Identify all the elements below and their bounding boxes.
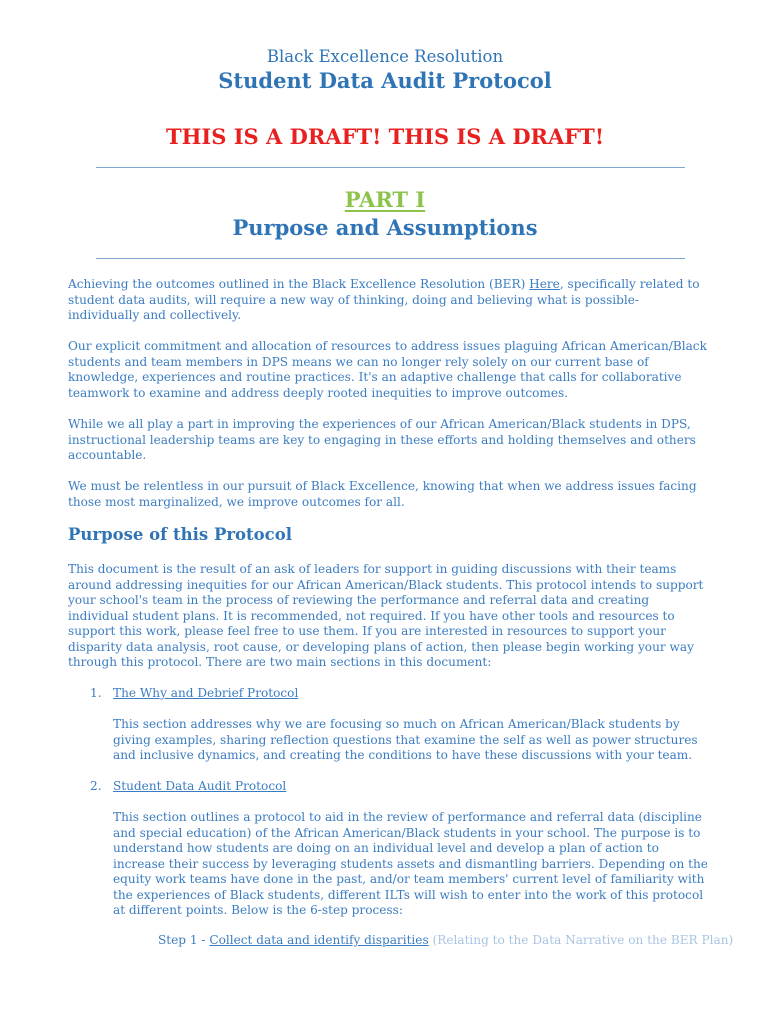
- step-1-note: (Relating to the Data Narrative on the BER Plan): [428, 933, 734, 947]
- draft-notice: THIS IS A DRAFT! THIS IS A DRAFT!: [165, 124, 605, 149]
- list-item-number-2: 2.: [90, 779, 102, 793]
- intro-paragraph-3: While we all play a part in improving the experiences of our African American/Black students in DPS, instructional leadership teams are key to engaging in these efforts and holding themselves and others accountable.: [68, 417, 696, 462]
- intro-paragraph-4: We must be relentless in our pursuit of Black Excellence, knowing that when we address issues facing those most marginalized, we improve outcomes for all.: [68, 479, 697, 509]
- step-1-prefix: Step 1 -: [158, 933, 210, 947]
- document-subtitle: Black Excellence Resolution: [266, 47, 504, 66]
- ber-here-link[interactable]: Here: [529, 277, 560, 291]
- divider-bottom: [96, 258, 685, 259]
- list-item-number-1: 1.: [90, 686, 102, 700]
- part-label: PART I: [344, 187, 426, 212]
- divider-top: [96, 167, 685, 168]
- intro-p1-after: , specifically related to student data audits, will require a new way of thinking, doing and believing what is possible- individually and collectively.: [68, 277, 700, 322]
- document-title: Student Data Audit Protocol: [218, 68, 552, 93]
- list-item-description-2: This section outlines a protocol to aid in the review of performance and referral data (discipline and special education) of the African American/Black students in your school. The purpose is to understand how students are doing on an individual level and develop a plan of action to increase their success by leveraging students assets and dismantling barriers. Depending on the equity work teams have done in the past, and/or team members' current level of familiarity with the experiences of Black students, different ILTs will wish to enter into the work of this protocol at different points. Below is the 6-step process:: [113, 810, 708, 917]
- intro-paragraph-1: [68, 277, 712, 324]
- intro-paragraph-2: Our explicit commitment and allocation of resources to address issues plaguing African American/Black students and team members in DPS means we can no longer rely solely on our current base of knowledge, experiences and routine practices. It's an adaptive challenge that calls for collaborative teamwork to examine and address deeply rooted inequities to improve outcomes.: [68, 339, 707, 400]
- protocol-body: This document is the result of an ask of leaders for support in guiding discussions with their teams around addressing inequities for our African American/Black students. This protocol intends to support your school's team in the process of reviewing the performance and referral data and creating individual student plans. It is recommended, not required. If you have other tools and resources to support this work, please feel free to use them. If you are interested in resources to support your disparity data analysis, root cause, or developing plans of action, then please begin working your way through this protocol. There are two main sections in this document:: [68, 562, 704, 669]
- list-item-description-1: This section addresses why we are focusing so much on African American/Black students by giving examples, sharing reflection questions that examine the self as well as power structures and inclusive dynamics, and creating the conditions to have these discussions with your team.: [113, 717, 698, 762]
- part-title: Purpose and Assumptions: [232, 215, 538, 240]
- collect-data-link[interactable]: Collect data and identify disparities: [209, 933, 429, 947]
- why-debrief-link[interactable]: The Why and Debrief Protocol: [113, 686, 299, 700]
- student-data-audit-link[interactable]: Student Data Audit Protocol: [113, 779, 287, 793]
- step-1-line: [158, 933, 733, 947]
- intro-p1-before: Achieving the outcomes outlined in the Black Excellence Resolution (BER): [68, 277, 530, 291]
- protocol-heading: Purpose of this Protocol: [68, 525, 292, 544]
